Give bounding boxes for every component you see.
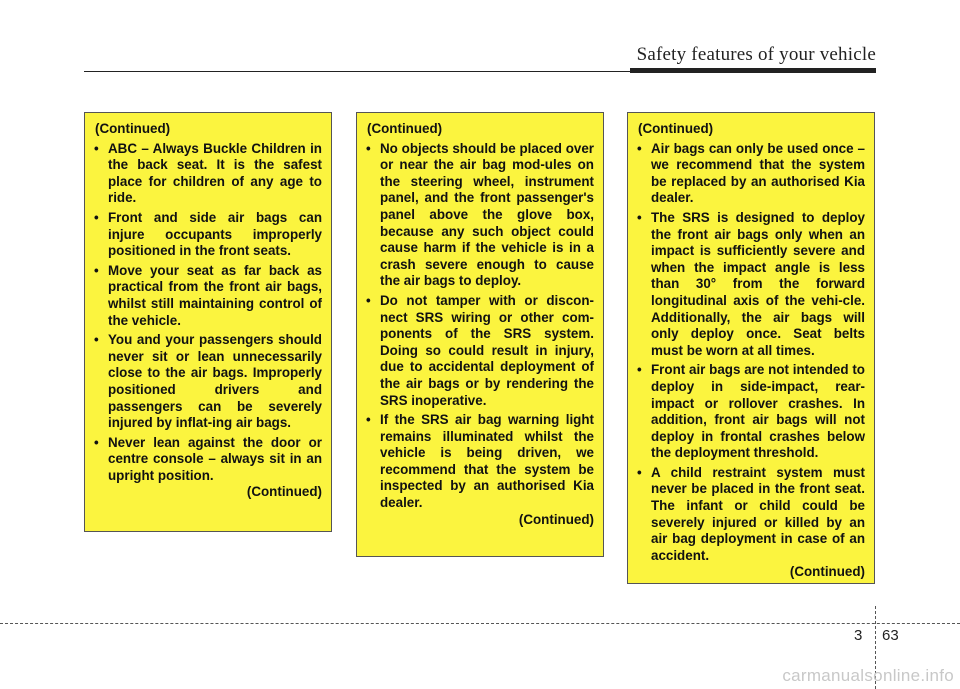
watermark: carmanualsonline.info: [782, 666, 954, 685]
list-item: • No objects should be placed over or near the air bag mod-ules on the steering wheel, instrument panel, and the front passenger's panel above the glove box, because any such object could cause harm if the vehicle is in a crash severe enough to cause the air bags to deploy.: [366, 141, 594, 290]
footer-dashed-rule: [0, 623, 960, 624]
list-item: • You and your passengers should never sit or lean unnecessarily close to the air bags. Improperly positioned drivers and passengers can be severely injured by inflat-ing air bags.: [94, 332, 322, 432]
list-item: • ABC – Always Buckle Children in the back seat. It is the safest place for children of any age to ride.: [94, 141, 322, 207]
warning-list-3: [637, 141, 865, 565]
continued-label-bottom: (Continued): [246, 484, 322, 500]
list-item: • Do not tamper with or discon-nect SRS wiring or other com-ponents of the SRS system. Doing so could result in injury, due to accidental deployment of the air bags or by rendering the SRS inoperative.: [366, 293, 594, 409]
page-section-title: Safety features of your vehicle: [636, 44, 876, 65]
warning-box-3: [627, 112, 875, 584]
continued-label-top: (Continued): [638, 121, 714, 136]
list-item: • If the SRS air bag warning light remains illuminated whilst the vehicle is being driven, we recommend that the system be inspected by an authorised Kia dealer.: [366, 412, 594, 512]
warning-list-1: [94, 141, 322, 485]
continued-label-top: (Continued): [367, 121, 443, 136]
warning-box-1: [84, 112, 332, 532]
header-rule-thin: [84, 71, 630, 72]
warning-box-2: [356, 112, 604, 557]
continued-label-bottom: (Continued): [789, 564, 865, 580]
list-item: • Front and side air bags can injure occupants improperly positioned in the front seats.: [94, 210, 322, 260]
warning-list-2: [366, 141, 594, 512]
list-item: • Never lean against the door or centre console – always sit in an upright position.: [94, 435, 322, 485]
page-number: 63: [882, 627, 899, 644]
list-item: • A child restraint system must never be placed in the front seat. The infant or child could be severely injured or killed by an air bag deployment in case of an accident.: [637, 465, 865, 565]
list-item: • Front air bags are not intended to deploy in side-impact, rear-impact or rollover crashes. In addition, front air bags will not deploy in frontal crashes below the deployment threshold.: [637, 362, 865, 462]
continued-label-top: (Continued): [95, 121, 171, 136]
continued-label-bottom: (Continued): [518, 511, 594, 527]
list-item: • Move your seat as far back as practical from the front air bags, whilst still maintaining control of the vehicle.: [94, 263, 322, 329]
list-item: • The SRS is designed to deploy the front air bags only when an impact is sufficiently severe and when the impact angle is less than 30° from the forward longitudinal axis of the vehi-cle. Additionally, the air bags will only deploy once. Seat belts must be worn at all times.: [637, 210, 865, 359]
header-rule-thick: [630, 68, 876, 73]
list-item: • Air bags can only be used once – we recommend that the system be replaced by an authorised Kia dealer.: [637, 141, 865, 207]
chapter-number: 3: [854, 627, 863, 644]
